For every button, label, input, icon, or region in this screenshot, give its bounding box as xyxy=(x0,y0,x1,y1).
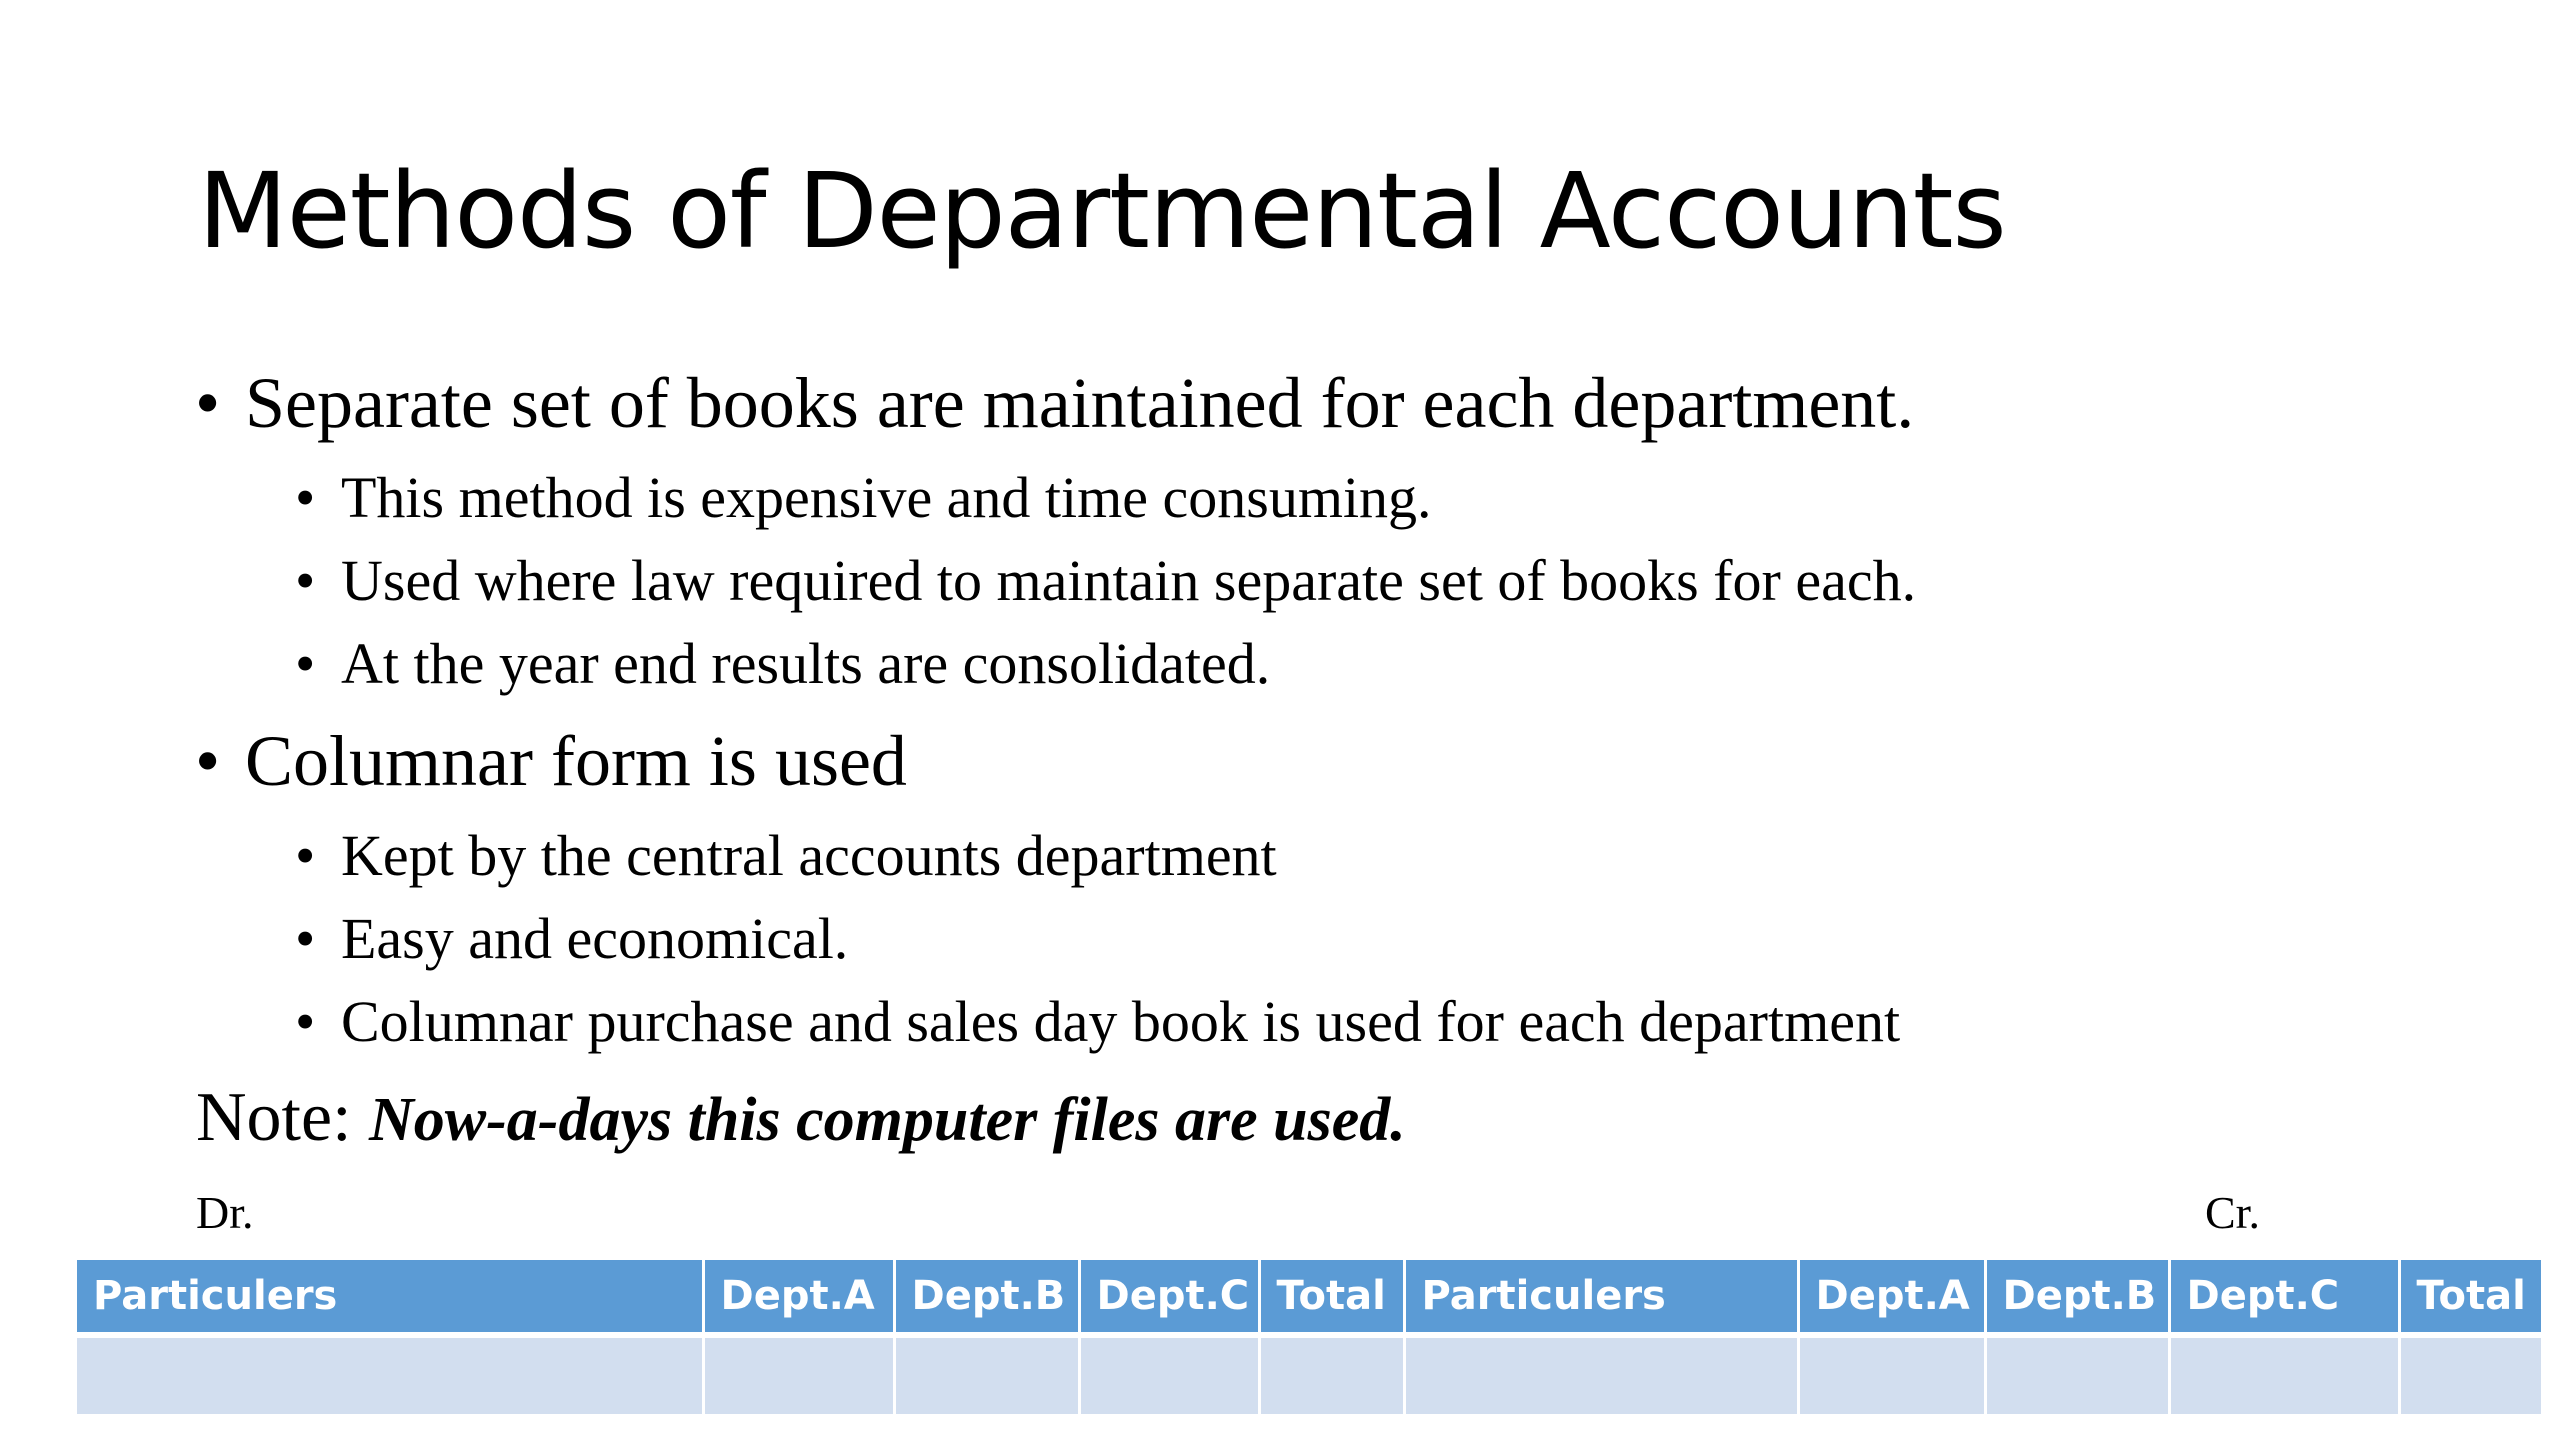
slide-title: Methods of Departmental Accounts xyxy=(198,150,2006,272)
bullet-2 xyxy=(195,720,907,803)
ledger-cell xyxy=(77,1335,703,1414)
ledger-header-particulars-cr: Particulers xyxy=(1404,1260,1798,1335)
bullet-2-text: Columnar form is used xyxy=(245,721,907,801)
ledger-header-particulars-dr: Particulers xyxy=(77,1260,703,1335)
ledger-header-dept-c-cr: Dept.C xyxy=(2169,1260,2399,1335)
ledger-header-total-cr: Total xyxy=(2399,1260,2541,1335)
bullet-2-sub-1 xyxy=(295,822,1277,889)
bullet-dot-icon: • xyxy=(295,548,316,613)
debit-label: Dr. xyxy=(196,1187,254,1238)
bullet-1-sub-3-text: At the year end results are consolidated. xyxy=(341,631,1271,696)
note-label: Note: xyxy=(196,1079,370,1156)
bullet-1 xyxy=(195,362,1914,445)
bullet-1-sub-2 xyxy=(295,547,1916,614)
ledger-header-dept-a-cr: Dept.A xyxy=(1798,1260,1985,1335)
bullet-2-sub-2-text: Easy and economical. xyxy=(341,906,849,971)
bullet-1-sub-1 xyxy=(295,464,1432,531)
ledger-header-total-dr: Total xyxy=(1259,1260,1404,1335)
bullet-2-sub-3 xyxy=(295,988,1900,1055)
bullet-2-sub-1-text: Kept by the central accounts department xyxy=(341,823,1277,888)
bullet-2-sub-3-text: Columnar purchase and sales day book is used for each department xyxy=(341,989,1901,1054)
ledger-header-dept-a-dr: Dept.A xyxy=(703,1260,894,1335)
bullet-dot-icon: • xyxy=(295,465,316,530)
ledger-cell xyxy=(2399,1335,2541,1414)
ledger-header-row xyxy=(77,1260,2541,1335)
ledger-cell xyxy=(1079,1335,1259,1414)
bullet-2-sub-2 xyxy=(295,905,848,972)
bullet-1-sub-2-text: Used where law required to maintain separate set of books for each. xyxy=(341,548,1917,613)
bullet-1-text: Separate set of books are maintained for each department. xyxy=(245,363,1915,443)
note-text: Now-a-days this computer files are used. xyxy=(369,1086,1406,1154)
ledger-cell xyxy=(1798,1335,1985,1414)
bullet-1-sub-3 xyxy=(295,630,1270,697)
ledger-cell xyxy=(1259,1335,1404,1414)
ledger-cell xyxy=(1404,1335,1798,1414)
ledger-cell xyxy=(2169,1335,2399,1414)
bullet-dot-icon: • xyxy=(295,906,316,971)
ledger-cell xyxy=(703,1335,894,1414)
credit-label: Cr. xyxy=(2205,1187,2260,1238)
bullet-dot-icon: • xyxy=(295,631,316,696)
bullet-dot-icon: • xyxy=(195,363,221,443)
note xyxy=(196,1078,1406,1158)
ledger-cell xyxy=(1985,1335,2169,1414)
ledger-table xyxy=(77,1260,2541,1414)
bullet-dot-icon: • xyxy=(195,721,221,801)
ledger-header-dept-b-cr: Dept.B xyxy=(1985,1260,2169,1335)
ledger-header-dept-c-dr: Dept.C xyxy=(1079,1260,1259,1335)
bullet-dot-icon: • xyxy=(295,823,316,888)
ledger-cell xyxy=(894,1335,1079,1414)
ledger-header-dept-b-dr: Dept.B xyxy=(894,1260,1079,1335)
bullet-dot-icon: • xyxy=(295,989,316,1054)
table-row xyxy=(77,1335,2541,1414)
bullet-1-sub-1-text: This method is expensive and time consuming. xyxy=(341,465,1432,530)
